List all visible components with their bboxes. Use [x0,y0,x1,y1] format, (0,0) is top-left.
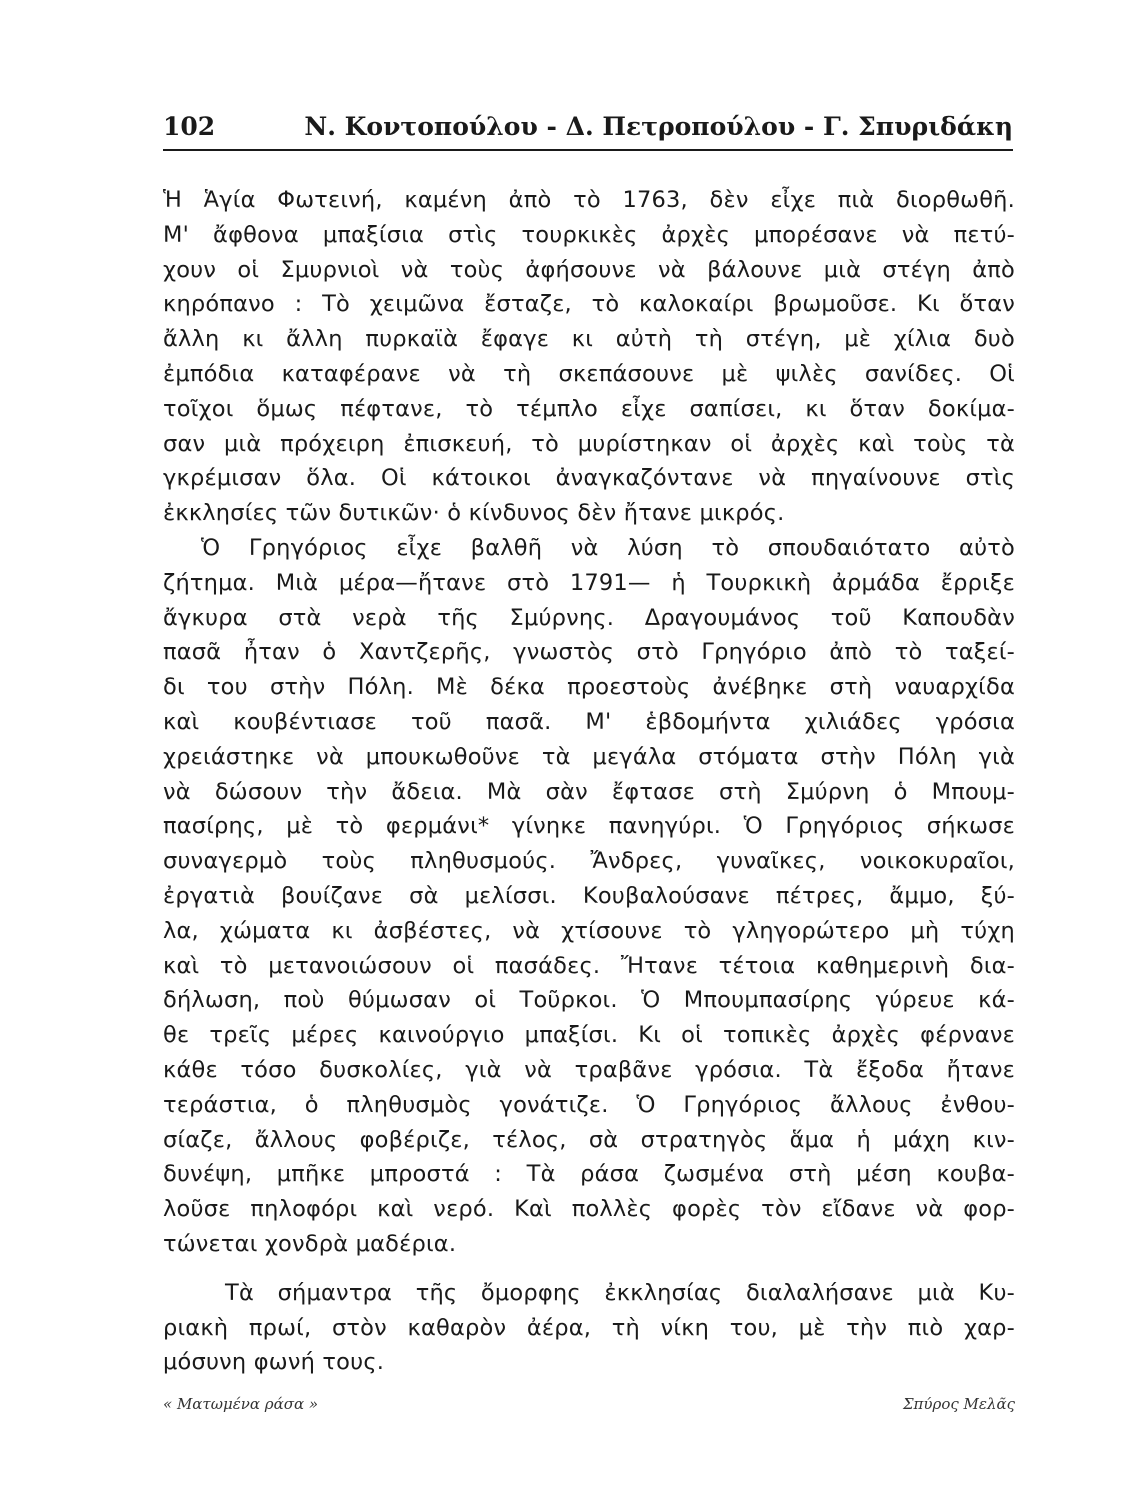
text-line: τεράστια, ὁ πληθυσμὸς γονάτιζε. Ὁ Γρηγόριος ἄλλους ἐνθου- [163,1091,1015,1118]
text-line: λοῦσε πηλοφόρι καὶ νερό. Καὶ πολλὲς φορὲς τὸν εἴδανε νὰ φορ- [163,1196,1015,1223]
page-header [163,112,1013,152]
text-line: ριακὴ πρωί, στὸν καθαρὸν ἀέρα, τὴ νίκη του, μὲ τὴν πιὸ χαρ- [163,1314,1015,1341]
text-line: χρειάστηκε νὰ μπουκωθοῦνε τὰ μεγάλα στόματα στὴν Πόλη γιὰ [163,743,1015,770]
body-text [163,183,1015,1380]
text-line: Τὰ σήμαντρα τῆς ὄμορφης ἐκκλησίας διαλαλήσανε μιὰ Κυ- [225,1279,1015,1306]
page-footer [163,1395,1015,1419]
header-rule [163,149,1013,151]
text-line: Ἡ Ἁγία Φωτεινή, καμένη ἀπὸ τὸ 1763, δὲν εἶχε πιὰ διορθωθῆ. [163,187,1015,213]
text-line: καὶ κουβέντιασε τοῦ πασᾶ. Μ' ἑβδομήντα χιλιάδες γρόσια [163,708,1015,735]
text-line: ἐκκλησίες τῶν δυτικῶν· ὁ κίνδυνος δὲν ἤτανε μικρός. [163,500,785,527]
text-line: ἐμπόδια καταφέρανε νὰ τὴ σκεπάσουνε μὲ ψιλὲς σανίδες. Οἱ [163,360,1015,387]
paragraph-gap [163,1262,1015,1276]
text-line: λα, χώματα κι ἀσβέστες, νὰ χτίσουνε τὸ γληγορώτερο μὴ τύχη [163,917,1015,944]
text-line: ἄλλη κι ἄλλη πυρκαϊὰ ἔφαγε κι αὐτὴ τὴ στέγη, μὲ χίλια δυὸ [163,326,1015,353]
text-line: μόσυνη φωνή τους. [163,1349,385,1376]
text-line: Μ' ἄφθονα μπαξίσια στὶς τουρκικὲς ἀρχὲς μπορέσανε νὰ πετύ- [163,221,1015,248]
text-line: γκρέμισαν ὅλα. Οἱ κάτοικοι ἀναγκαζόντανε νὰ πηγαίνουνε στὶς [163,465,1015,492]
paragraph-2 [163,531,1015,1262]
paragraph-1 [163,183,1015,531]
author-signature: Σπύρος Μελᾶς [902,1395,1015,1413]
text-line: κάθε τόσο δυσκολίες, γιὰ νὰ τραβᾶνε γρόσια. Τὰ ἔξοδα ἤτανε [163,1056,1015,1083]
text-line: πασᾶ ἦταν ὁ Χαντζερῆς, γνωστὸς στὸ Γρηγόριο ἀπὸ τὸ ταξεί- [163,639,1015,666]
text-line: τώνεται χονδρὰ μαδέρια. [163,1230,457,1257]
text-line: νὰ δώσουν τὴν ἄδεια. Μὰ σὰν ἔφτασε στὴ Σμύρνη ὁ Μπουμ- [163,778,1015,805]
text-line: καὶ τὸ μετανοιώσουν οἱ πασάδες. Ἤτανε τέτοια καθημερινὴ δια- [163,952,1015,979]
text-line: Ὁ Γρηγόριος εἶχε βαλθῆ νὰ λύση τὸ σπουδαιότατο αὐτὸ [201,534,1015,561]
text-line: θε τρεῖς μέρες καινούργιο μπαξίσι. Κι οἱ τοπικὲς ἀρχὲς φέρνανε [163,1022,1015,1049]
text-line: ἄγκυρα στὰ νερὰ τῆς Σμύρνης. Δραγουμάνος τοῦ Καπουδὰν [163,604,1015,631]
source-title: « Ματωμένα ράσα » [163,1395,319,1413]
text-line: σίαζε, ἄλλους φοβέριζε, τέλος, σὰ στρατηγὸς ἅμα ἡ μάχη κιν- [163,1126,1015,1153]
text-line: κηρόπανο : Τὸ χειμῶνα ἔσταζε, τὸ καλοκαίρι βρωμοῦσε. Κι ὅταν [163,291,1015,318]
text-line: σαν μιὰ πρόχειρη ἐπισκευή, τὸ μυρίστηκαν οἱ ἀρχὲς καὶ τοὺς τὰ [163,430,1015,457]
text-line: δήλωση, ποὺ θύμωσαν οἱ Τοῦρκοι. Ὁ Μπουμπασίρης γύρευε κά- [163,987,1015,1014]
text-line: χουν οἱ Σμυρνιοὶ νὰ τοὺς ἀφήσουνε νὰ βάλουνε μιὰ στέγη ἀπὸ [163,256,1015,283]
text-line: ἐργατιὰ βουίζανε σὰ μελίσσι. Κουβαλούσανε πέτρες, ἄμμο, ξύ- [163,882,1015,909]
paragraph-3 [163,1276,1015,1380]
text-line: δυνέψη, μπῆκε μπροστά : Τὰ ράσα ζωσμένα στὴ μέση κουβα- [163,1161,1015,1188]
text-line: συναγερμὸ τοὺς πληθυσμούς. Ἄνδρες, γυναῖκες, νοικοκυραῖοι, [163,848,1015,875]
text-line: πασίρης, μὲ τὸ φερμάνι* γίνηκε πανηγύρι. Ὁ Γρηγόριος σήκωσε [163,813,1015,840]
running-head-authors: Ν. Κοντοπούλου - Δ. Πετροπούλου - Γ. Σπυριδάκη [304,112,1013,141]
page-number: 102 [163,112,216,141]
text-line: δι του στὴν Πόλη. Μὲ δέκα προεστοὺς ἀνέβηκε στὴ ναυαρχίδα [163,674,1015,701]
text-line: τοῖχοι ὅμως πέφτανε, τὸ τέμπλο εἶχε σαπίσει, κι ὅταν δοκίμα- [163,395,1015,422]
text-line: ζήτημα. Μιὰ μέρα—ἤτανε στὸ 1791— ἡ Τουρκικὴ ἀρμάδα ἔρριξε [163,569,1015,596]
